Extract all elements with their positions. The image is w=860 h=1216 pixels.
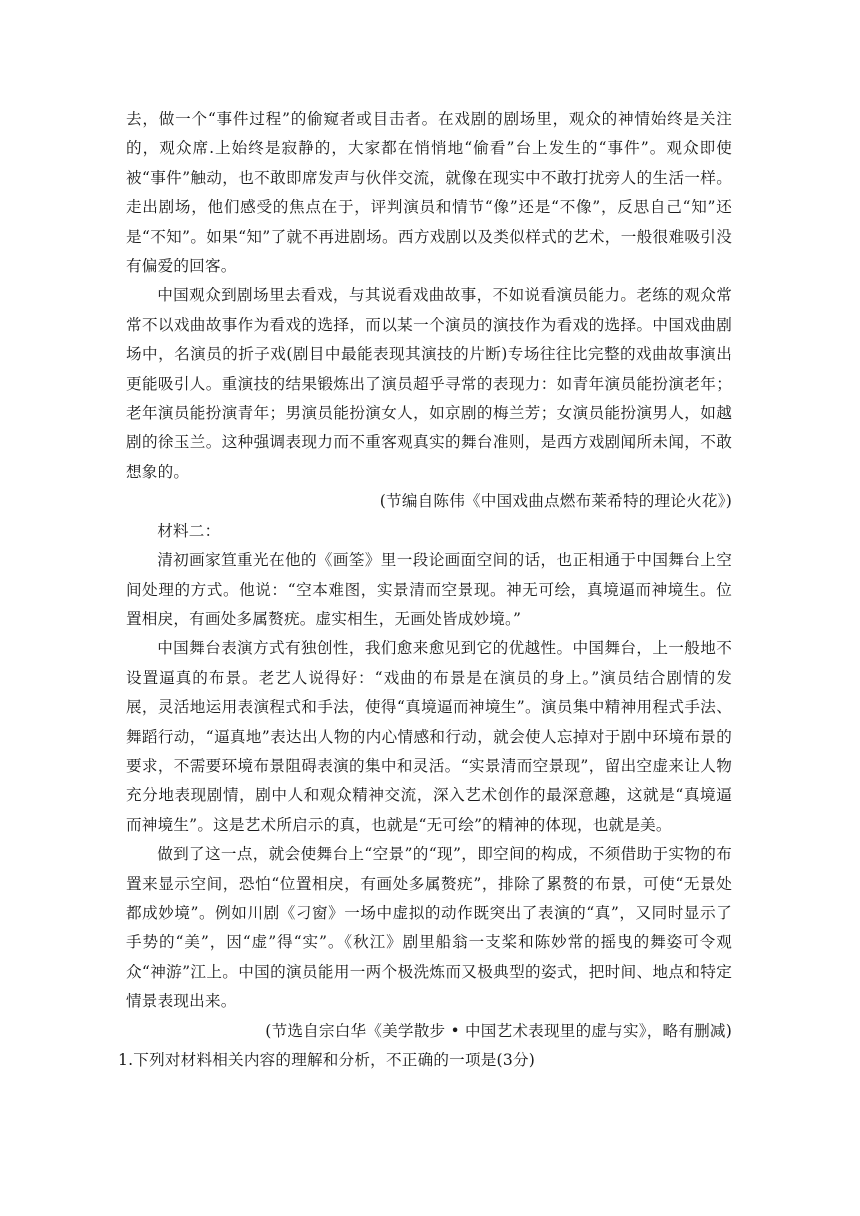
material-one-paragraph-2: 中国观众到剧场里去看戏，与其说看戏曲故事，不如说看演员能力。老练的观众常常不以戏曲故事作为看戏的选择，而以某一个演员的演技作为看戏的选择。中国戏曲剧场中，名演员的折子戏(剧目中最能表现其演技的片断)专场往往比完整的戏曲故事演出更能吸引人。重演技的结果锻炼出了演员超乎寻常的表现力：如青年演员能扮演老年；老年演员能扮演青年；男演员能扮演女人，如京剧的梅兰芳；女演员能扮演男人，如越剧的徐玉兰。这种强调表现力而不重客观真实的舞台准则，是西方戏剧闻所未闻，不敢想象的。	[126, 286, 732, 481]
document-body	[118, 105, 732, 1075]
material-two-paragraph-1: 清初画家笪重光在他的《画筌》里一段论画面空间的话，也正相通于中国舞台上空间处理的方式。他说：“空本难图，实景清而空景现。神无可绘，真境逼而神境生。位置相戾，有画处多属赘疣。虚实相生，无画处皆成妙境。”	[126, 551, 732, 628]
question-1: 1.下列对材料相关内容的理解和分析，不正确的一项是(3分)	[118, 1051, 536, 1069]
material-two-paragraph-2: 中国舞台表演方式有独创性，我们愈来愈见到它的优越性。中国舞台，上一般地不设置逼真的布景。老艺人说得好：“戏曲的布景是在演员的身上。”演员结合剧情的发展，灵活地运用表演程式和手法，使得“真境逼而神境生”。演员集中精神用程式手法、舞蹈行动，“逼真地”表达出人物的内心情感和行动，就会使人忘掉对于剧中环境布景的要求，不需要环境布景阻碍表演的集中和灵活。“实景清而空景现”，留出空虚来让人物充分地表现剧情，剧中人和观众精神交流，深入艺术创作的最深意趣，这就是“真境逼而神境生”。这是艺术所启示的真，也就是“无可绘”的精神的体现，也就是美。	[126, 639, 732, 834]
material-two-source: (节选自宗白华《美学散步 • 中国艺术表现里的虚与实》，略有删减)	[265, 1021, 732, 1040]
material-one-paragraph-1: 去，做一个“事件过程”的偷窥者或目击者。在戏剧的剧场里，观众的神情始终是关注的，观众席.上始终是寂静的，大家都在悄悄地“偷看”台上发生的“事件”。观众即使被“事件”触动，也不敢即席发声与伙伴交流，就像在现实中不敢打扰旁人的生活一样。走出剧场，他们感受的焦点在于，评判演员和情节“像”还是“不像”，反思自己“知”还是“不知”。如果“知”了就不再进剧场。西方戏剧以及类似样式的艺术，一般很难吸引没有偏爱的回客。	[126, 110, 732, 276]
material-two-heading: 材料二：	[157, 521, 221, 540]
material-two-paragraph-3: 做到了这一点，就会使舞台上“空景”的“现”，即空间的构成，不须借助于实物的布置来显示空间，恐怕“位置相戾，有画处多属赘疣”，排除了累赘的布景，可使“无景处都成妙境”。例如川剧《刁窗》一场中虚拟的动作既突出了表演的“真”，又同时显示了手势的“美”，因“虚”得“实”。《秋江》剧里船翁一支桨和陈妙常的摇曳的舞姿可令观众“神游”江上。中国的演员能用一两个极洗炼而又极典型的姿式，把时间、地点和特定情景表现出来。	[126, 845, 732, 1011]
material-one-source: (节编自陈伟《中国戏曲点燃布莱希特的理论火花》)	[379, 492, 732, 511]
